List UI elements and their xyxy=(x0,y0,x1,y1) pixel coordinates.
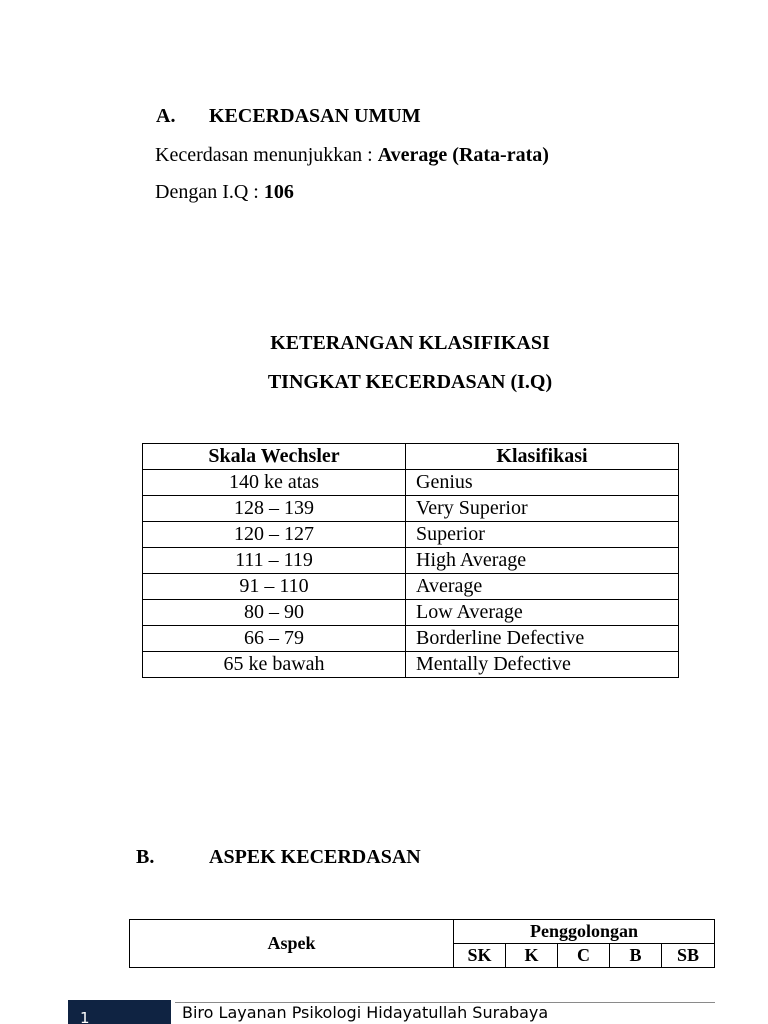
scale-cell: 120 – 127 xyxy=(143,522,406,548)
table-row xyxy=(143,600,679,626)
page-number-badge: 1 xyxy=(68,1000,171,1024)
aspect-table xyxy=(129,919,715,968)
section-a-letter: A. xyxy=(156,105,176,127)
scale-cell: 65 ke bawah xyxy=(143,652,406,678)
classification-cell: Average xyxy=(406,574,679,600)
classification-cell: Genius xyxy=(406,470,679,496)
grade-header: SK xyxy=(454,944,506,968)
grouping-header: Penggolongan xyxy=(454,920,715,944)
scale-cell: 80 – 90 xyxy=(143,600,406,626)
classification-cell: High Average xyxy=(406,548,679,574)
iq-label: Dengan I.Q : xyxy=(155,181,264,203)
classification-subtitle: TINGKAT KECERDASAN (I.Q) xyxy=(267,371,553,393)
table-row xyxy=(143,548,679,574)
intelligence-result-line xyxy=(155,143,549,167)
iq-value: 106 xyxy=(263,181,294,203)
classification-cell: Very Superior xyxy=(406,496,679,522)
classification-cell: Low Average xyxy=(406,600,679,626)
table-row xyxy=(143,652,679,678)
scale-cell: 128 – 139 xyxy=(143,496,406,522)
grade-header: B xyxy=(610,944,662,968)
table-header-row xyxy=(143,444,679,470)
section-b-letter: B. xyxy=(136,846,155,868)
classification-cell: Mentally Defective xyxy=(406,652,679,678)
intelligence-label: Kecerdasan menunjukkan : xyxy=(155,144,378,166)
aspect-header: Aspek xyxy=(130,920,454,968)
header-scale: Skala Wechsler xyxy=(143,444,406,470)
scale-cell: 140 ke atas xyxy=(143,470,406,496)
footer-organization: Biro Layanan Psikologi Hidayatullah Surabaya xyxy=(182,1003,549,1022)
table-row xyxy=(143,574,679,600)
iq-result-line xyxy=(155,180,294,204)
classification-cell: Borderline Defective xyxy=(406,626,679,652)
grade-header: SB xyxy=(662,944,715,968)
scale-cell: 91 – 110 xyxy=(143,574,406,600)
iq-classification-table xyxy=(142,443,679,678)
grade-header: K xyxy=(506,944,558,968)
table-row xyxy=(143,626,679,652)
scale-cell: 66 – 79 xyxy=(143,626,406,652)
grade-header: C xyxy=(558,944,610,968)
scale-cell: 111 – 119 xyxy=(143,548,406,574)
section-b-title: ASPEK KECERDASAN xyxy=(209,846,421,868)
header-classification: Klasifikasi xyxy=(406,444,679,470)
table-row xyxy=(143,496,679,522)
table-row xyxy=(143,522,679,548)
aspect-header-row xyxy=(130,920,715,944)
classification-cell: Superior xyxy=(406,522,679,548)
intelligence-value: Average (Rata-rata) xyxy=(377,144,549,166)
section-a-title: KECERDASAN UMUM xyxy=(209,105,421,127)
table-row xyxy=(143,470,679,496)
classification-title: KETERANGAN KLASIFIKASI xyxy=(270,332,550,354)
